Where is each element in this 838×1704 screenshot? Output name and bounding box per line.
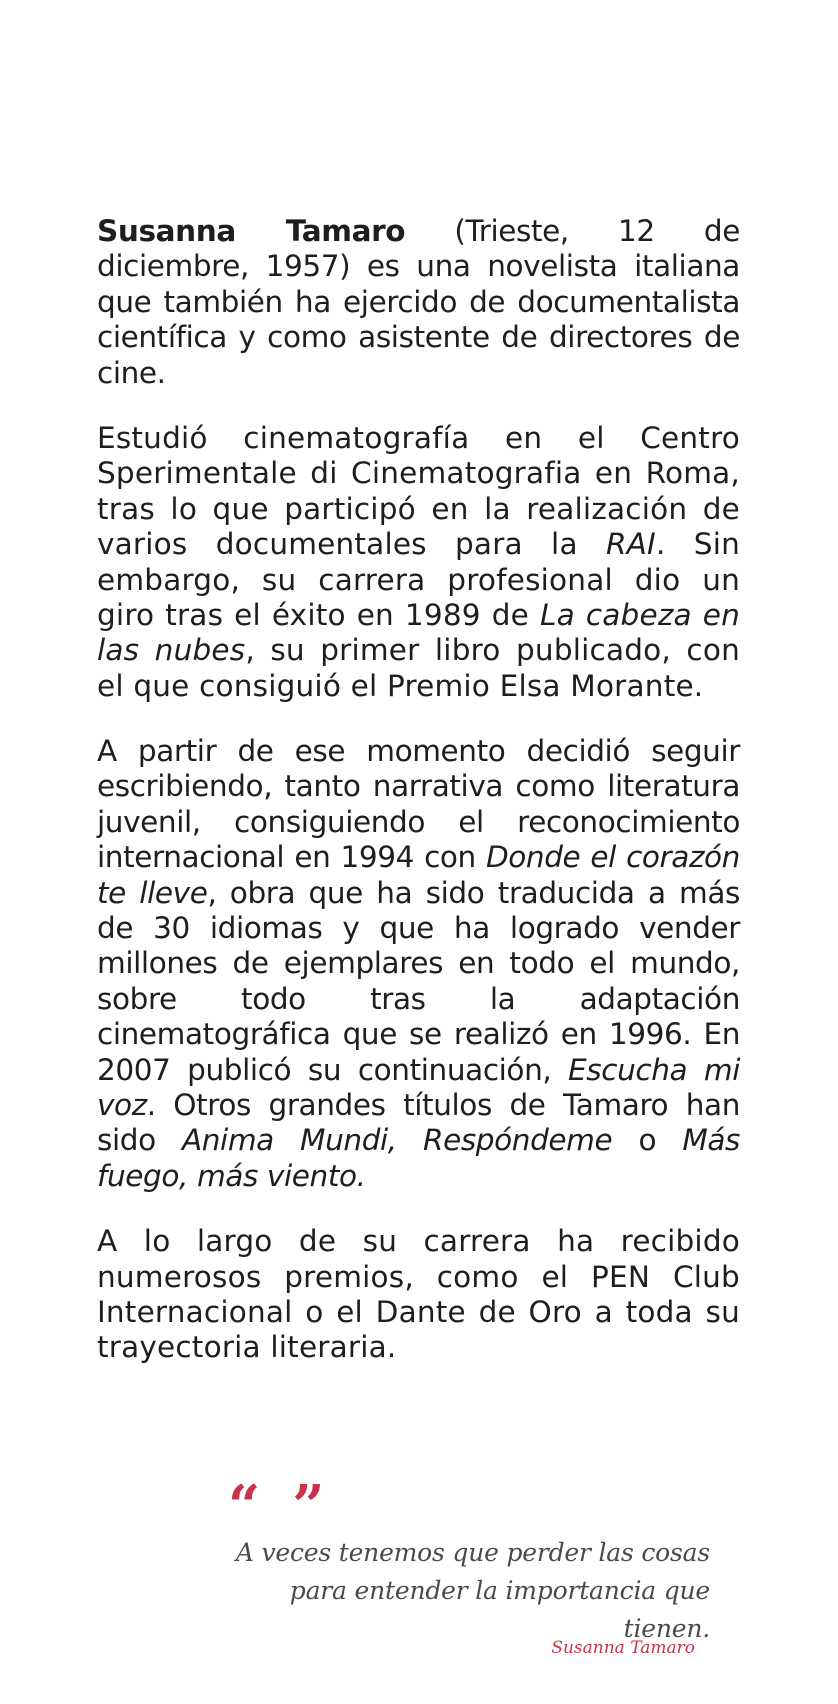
bio-paragraph-4-text: A lo largo de su carrera ha recibido numerosos premios, como el PEN Club Internacional o el Dante de Oro a toda su trayectoria literaria. (97, 1224, 740, 1365)
bio-paragraph-4 (97, 1224, 740, 1366)
bio-paragraph-3-text-a: A partir de ese momento decidió seguir escribiendo, tanto narrativa como literatura juvenil, consiguiendo el reconocimiento internacional en 1994 con (97, 734, 740, 875)
bio-paragraph-3-text-b: , obra que ha sido traducida a más de 30 idiomas y que ha logrado vender millones de ejemplares en todo el mundo, sobre todo tras la adaptación cinematográfica que se realizó en 1996. En 2007 publicó su continuación, (97, 875, 740, 1087)
bio-paragraph-2-text-b: . Sin embargo, su carrera profesional dio un giro tras el éxito en 1989 de (97, 527, 740, 632)
rai-reference: RAI (605, 527, 656, 562)
bio-paragraph-3-text-c: . Otros grandes títulos de Tamaro han sido (97, 1087, 740, 1158)
quote-text (230, 1534, 710, 1648)
quote-author: Susanna Tamaro (551, 1638, 695, 1658)
book-title: Escucha mi voz (97, 1052, 740, 1122)
book-title: La cabeza en las nubes (97, 597, 741, 668)
bio-paragraph-2 (97, 421, 740, 704)
biography-text (97, 214, 740, 1396)
author-name: Susanna Tamaro (97, 214, 406, 248)
bio-paragraph-2-text-c: , su primer libro publicado, con el que consiguió el Premio Elsa Morante. (97, 633, 740, 703)
bio-paragraph-3-text-d: o (612, 1123, 683, 1158)
quote-marks (228, 1478, 324, 1518)
bio-paragraph-2-text-a: Estudió cinematografía en el Centro Sperimentale di Cinematografia en Roma, tras lo que participó en la realización de varios documentales para la (97, 420, 740, 562)
quote-line-2: para entender la importancia que tienen. (289, 1576, 710, 1643)
close-quote-icon: ” (292, 1478, 325, 1518)
bio-paragraph-3 (97, 734, 740, 1194)
book-title: Donde el corazón te lleve (97, 840, 740, 910)
open-quote-icon: “ (228, 1478, 261, 1518)
book-title: Anima Mundi, Respóndeme (181, 1123, 613, 1158)
book-title: Más fuego, más viento. (97, 1123, 741, 1193)
bio-paragraph-1 (97, 214, 740, 391)
bio-paragraph-1-text: (Trieste, 12 de diciembre, 1957) es una novelista italiana que también ha ejercido de documentalista científica y como asistente de directores de cine. (97, 214, 740, 390)
quote-block (200, 1478, 720, 1658)
quote-line-1: A veces tenemos que perder las cosas (235, 1538, 710, 1567)
